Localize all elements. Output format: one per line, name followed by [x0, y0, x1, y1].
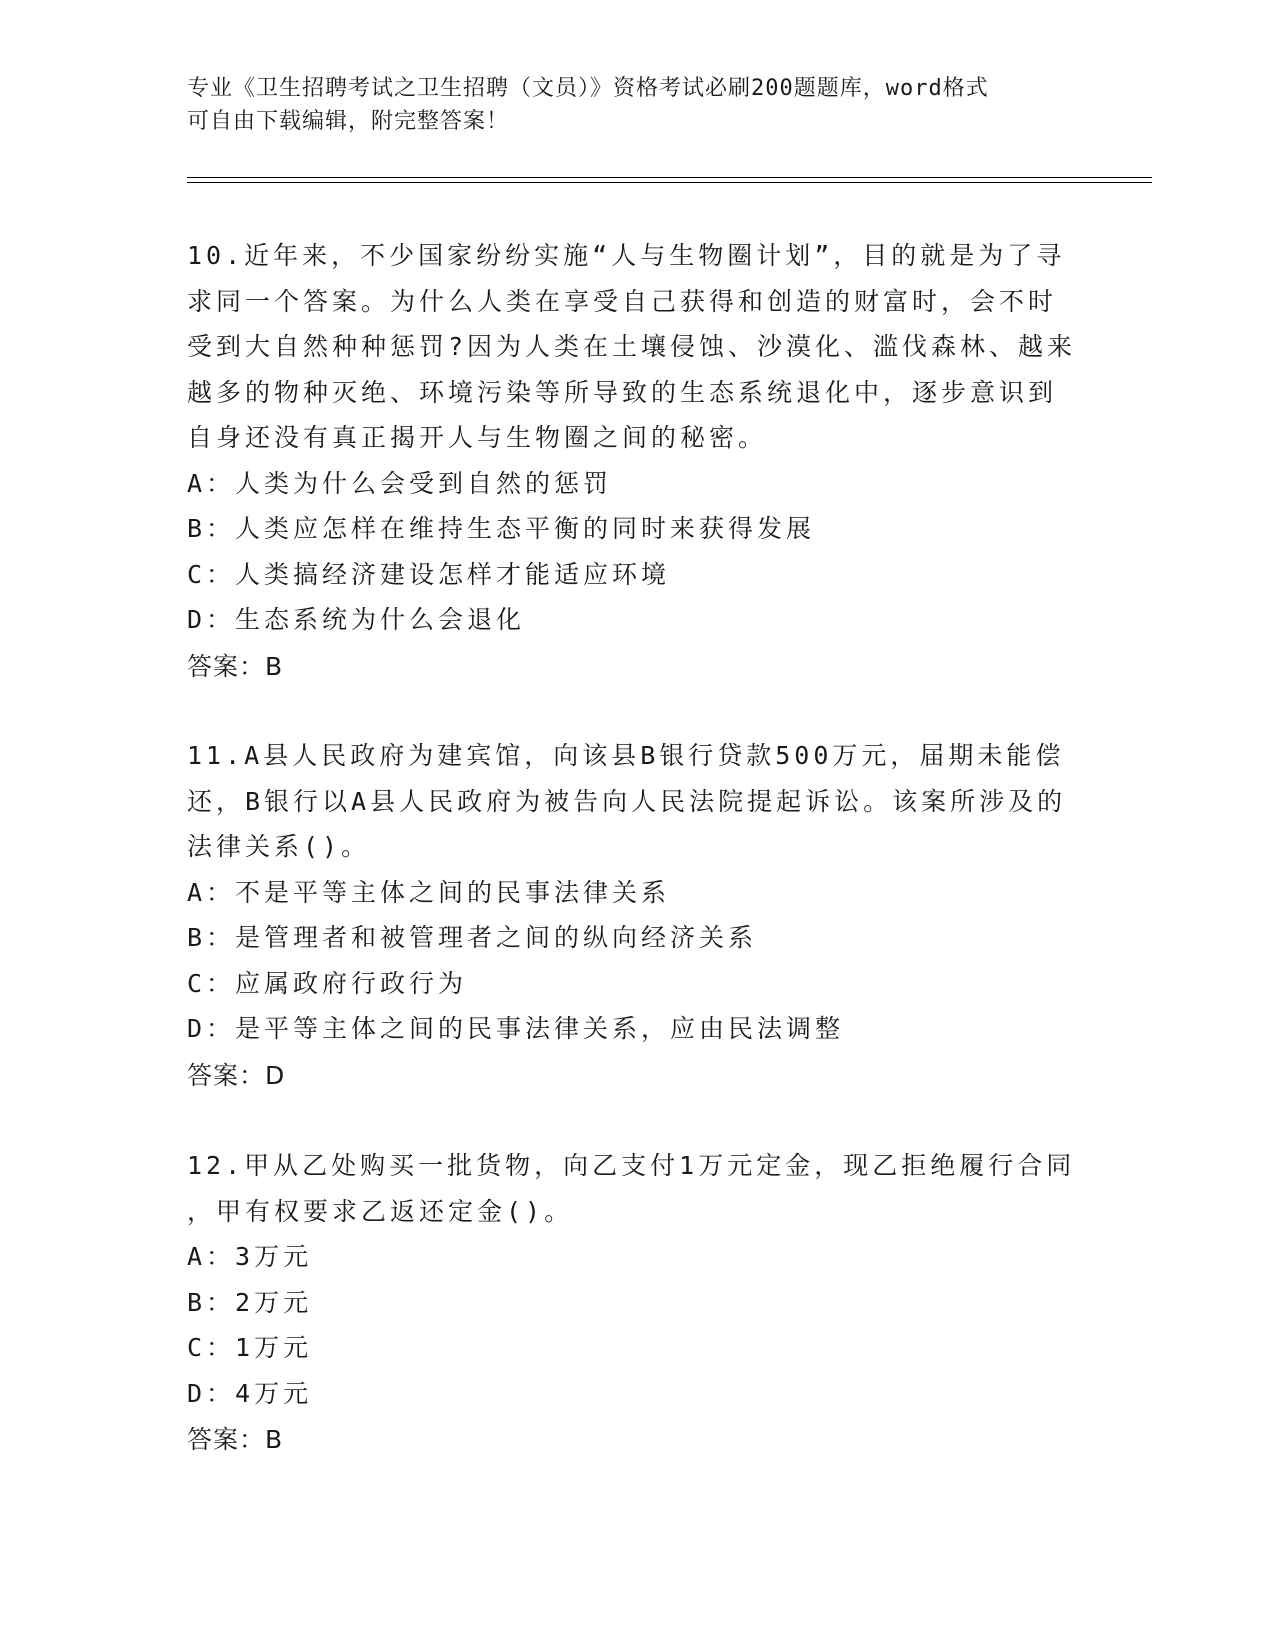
stem-line: ，甲有权要求乙返还定金()。 [187, 1196, 574, 1226]
header-divider-bottom [187, 182, 1152, 183]
question-11 [187, 733, 1087, 1098]
question-stem [187, 233, 1087, 461]
option-c: C：1万元 [187, 1333, 313, 1362]
stem-line: 自身还没有真正揭开人与生物圈之间的秘密。 [187, 423, 768, 452]
stem-line: 10.近年来，不少国家纷纷实施“人与生物圈计划”，目的就是为了寻 [187, 241, 1066, 270]
option-c: C：应属政府行政行为 [187, 968, 468, 998]
option-b: B：是管理者和被管理者之间的纵向经济关系 [187, 923, 758, 952]
stem-line: 受到大自然种种惩罚?因为人类在土壤侵蚀、沙漠化、滥伐森林、越来 [187, 332, 1077, 361]
stem-line: 法律关系()。 [187, 832, 371, 861]
stem-line: 还，B银行以A县人民政府为被告向人民法院提起诉讼。该案所涉及的 [187, 786, 1067, 816]
answer-label: 答案：D [187, 1060, 286, 1090]
stem-line: 越多的物种灭绝、环境污染等所导致的生态系统退化中，逐步意识到 [187, 377, 1058, 407]
answer-label: 答案：B [187, 651, 284, 681]
stem-line: 12.甲从乙处购买一批货物，向乙支付1万元定金，现乙拒绝履行合同 [187, 1151, 1076, 1180]
header-line-2: 可自由下载编辑，附完整答案！ [187, 109, 510, 134]
document-header [187, 72, 1087, 138]
header-divider-top [187, 177, 1152, 178]
question-10 [187, 233, 1087, 689]
question-stem [187, 1143, 1087, 1234]
stem-line: 求同一个答案。为什么人类在享受自己获得和创造的财富时，会不时 [187, 286, 1058, 316]
option-d: D：是平等主体之间的民事法律关系，应由民法调整 [187, 1014, 845, 1043]
question-12 [187, 1143, 1087, 1463]
option-b: B：2万元 [187, 1287, 313, 1317]
header-line-1: 专业《卫生招聘考试之卫生招聘（文员）》资格考试必刷200题题库，word格式 [187, 76, 989, 101]
option-a: A：不是平等主体之间的民事法律关系 [187, 877, 671, 907]
option-a: A：3万元 [187, 1242, 313, 1271]
option-d: D：4万元 [187, 1378, 313, 1408]
option-a: A：人类为什么会受到自然的惩罚 [187, 468, 613, 498]
option-b: B：人类应怎样在维持生态平衡的同时来获得发展 [187, 514, 816, 543]
option-c: C：人类搞经济建设怎样才能适应环境 [187, 559, 671, 589]
option-d: D：生态系统为什么会退化 [187, 605, 526, 634]
question-stem [187, 733, 1087, 870]
stem-line: 11.A县人民政府为建宾馆，向该县B银行贷款500万元，届期未能偿 [187, 741, 1065, 770]
answer-label: 答案：B [187, 1425, 284, 1454]
